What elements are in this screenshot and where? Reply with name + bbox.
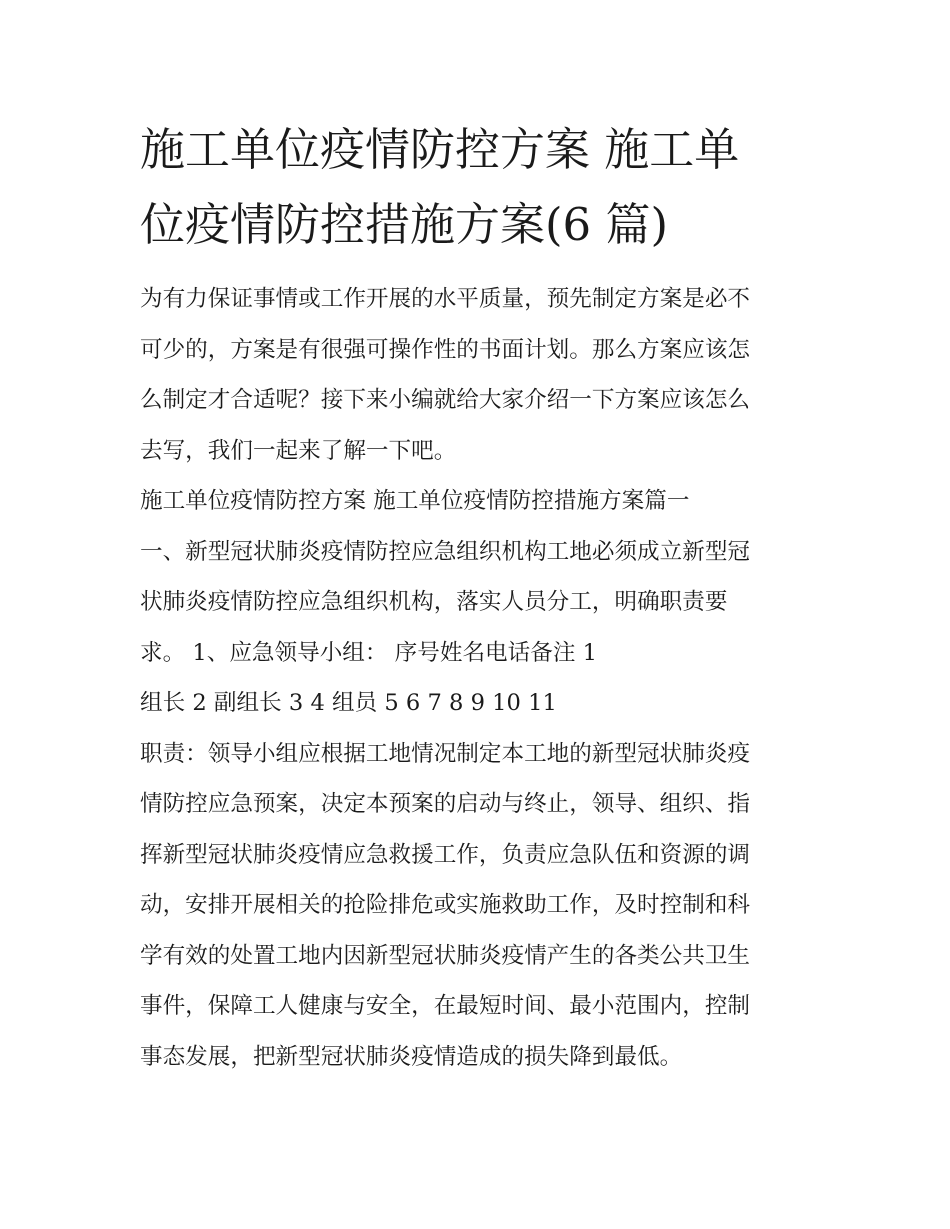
text-line: 施工单位疫情防控方案 施工单位疫情防控措施方案篇一 (140, 488, 690, 514)
section-heading (140, 476, 814, 527)
text-line: 挥新型冠状肺炎疫情应急救援工作，负责应急队伍和资源的调 (140, 841, 751, 868)
text-line: 状肺炎疫情防控应急组织机构，落实人员分工，明确职责要 (140, 589, 728, 615)
intro-paragraph (140, 274, 814, 476)
text-line: 么制定才合适呢？接下来小编就给大家介绍一下方案应该怎么 (140, 387, 751, 413)
document-title (140, 112, 814, 262)
text-line: 学有效的处置工地内因新型冠状肺炎疫情产生的各类公共卫生 (140, 942, 751, 969)
text-line: 事态发展，把新型冠状肺炎疫情造成的损失降到最低。 (140, 1043, 683, 1070)
text-line: 职责：领导小组应根据工地情况制定本工地的新型冠状肺炎疫 (140, 740, 751, 767)
duties-paragraph (140, 729, 814, 1083)
document-content (140, 112, 814, 1082)
text-line: 事件，保障工人健康与安全，在最短时间、最小范围内，控制 (140, 993, 751, 1019)
text-line: 求。 1、应急领导小组： 序号姓名电话备注 1 (140, 639, 597, 666)
text-line: 去写，我们一起来了解一下吧。 (140, 437, 457, 464)
roster-paragraph (140, 678, 814, 729)
title-line: 施工单位疫情防控方案 施工单 (140, 123, 740, 176)
text-line: 组长 2 副组长 3 4 组员 5 6 7 8 9 10 11 (140, 690, 557, 716)
text-line: 动，安排开展相关的抢险排危或实施救助工作，及时控制和科 (140, 892, 751, 918)
text-line: 情防控应急预案，决定本预案的启动与终止，领导、组织、指 (140, 791, 751, 817)
text-line: 为有力保证事情或工作开展的水平质量，预先制定方案是必不 (140, 286, 751, 312)
text-line: 一、新型冠状肺炎疫情防控应急组织机构工地必须成立新型冠 (140, 538, 751, 565)
organization-paragraph (140, 527, 814, 679)
title-line: 位疫情防控措施方案(6 篇) (140, 198, 669, 251)
text-line: 可少的，方案是有很强可操作性的书面计划。那么方案应该怎 (140, 336, 751, 363)
